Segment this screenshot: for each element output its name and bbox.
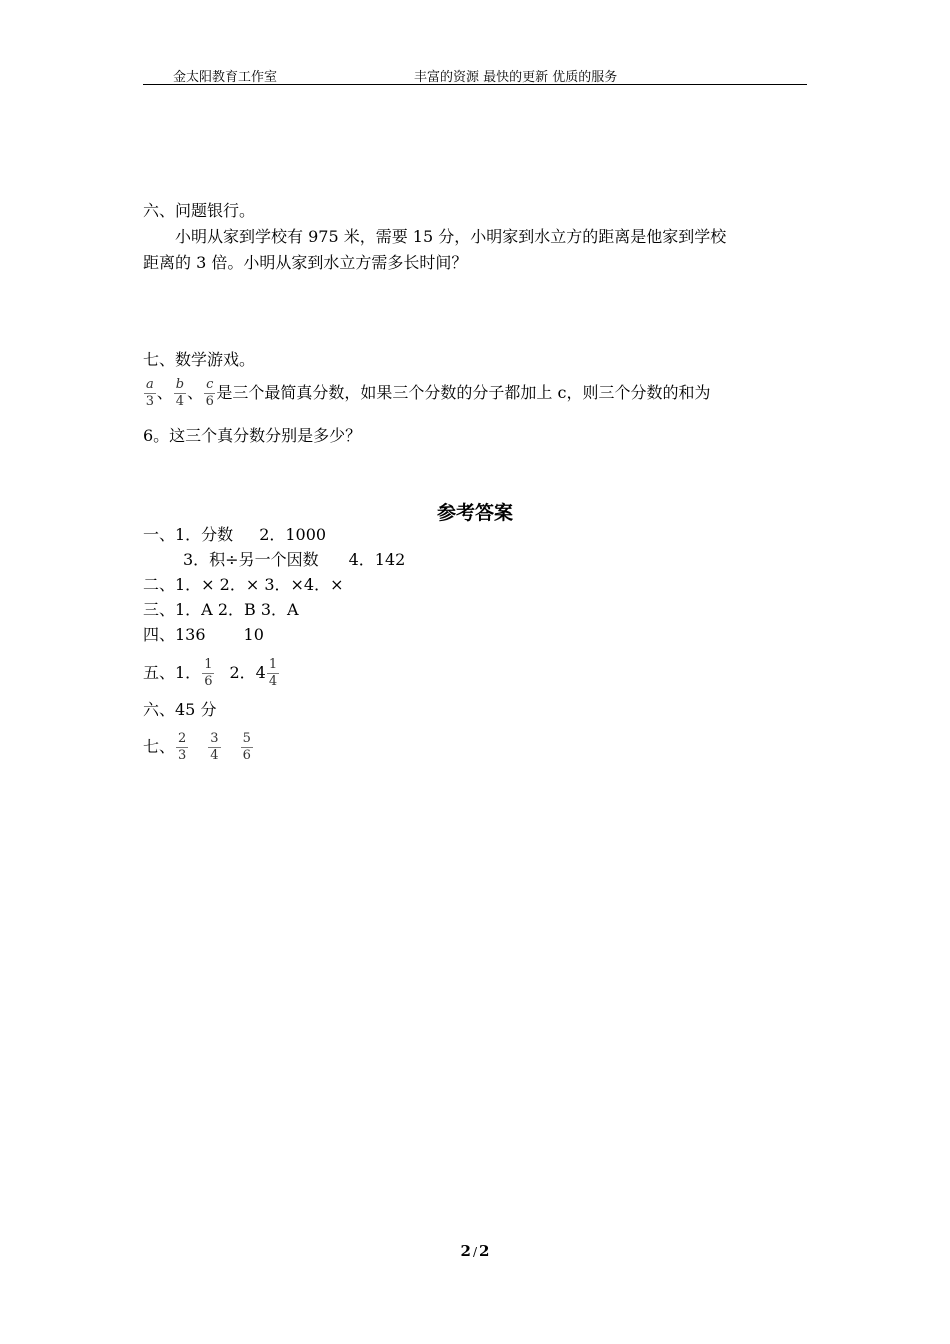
fraction-numerator: 1 xyxy=(204,657,213,672)
fraction-numerator: 5 xyxy=(242,731,251,746)
answer-1-part1: 一、1．分数 xyxy=(143,525,234,544)
q6-text-line2: 距离的 3 倍。小明从家到水立方需多长时间？ xyxy=(143,253,468,272)
list-separator: 、 xyxy=(187,383,204,402)
answer-1-part2: 2．1000 xyxy=(259,525,327,544)
fraction-numerator: 3 xyxy=(210,731,219,746)
fraction-denominator: 6 xyxy=(204,674,213,689)
fraction-2-over-3 xyxy=(176,731,188,764)
answer-4 xyxy=(143,623,264,647)
answer-4-part2: 10 xyxy=(243,625,264,644)
page-header xyxy=(143,64,807,85)
answer-1-line1 xyxy=(143,523,326,547)
q7-text-line2: 6。这三个真分数分别是多少？ xyxy=(143,426,362,445)
list-separator: 、 xyxy=(156,383,173,402)
fraction-denominator: 6 xyxy=(242,748,251,763)
fraction-denominator: 3 xyxy=(145,394,155,409)
page-separator: / xyxy=(472,1245,478,1259)
fraction-c-over-6 xyxy=(204,377,215,410)
fraction-b-over-4 xyxy=(174,377,186,410)
q6-title: 六、问题银行。 xyxy=(143,201,256,220)
total-pages: 2 xyxy=(479,1242,490,1260)
answer-4-part1: 四、136 xyxy=(143,625,206,644)
fraction-1-over-6 xyxy=(202,657,214,690)
fraction-numerator: c xyxy=(206,377,214,392)
fraction-a-over-3 xyxy=(144,377,156,410)
q6-text-line1: 小明从家到学校有 975 米，需要 15 分，小明家到水立方的距离是他家到学校 xyxy=(175,227,727,246)
fraction-denominator: 4 xyxy=(175,394,185,409)
answer-5-part2: 2．4 xyxy=(229,663,266,682)
fraction-5-over-6 xyxy=(241,731,253,764)
fraction-numerator: 1 xyxy=(268,657,278,672)
answers-title: 参考答案 xyxy=(436,502,513,524)
answer-2: 二、1．× 2．× 3．×4．× xyxy=(143,575,344,594)
answer-1-part4: 4．142 xyxy=(348,550,406,569)
page-number xyxy=(0,1242,950,1260)
fraction-numerator: a xyxy=(146,377,154,392)
answer-1-line2 xyxy=(183,548,405,572)
current-page: 2 xyxy=(460,1242,471,1260)
fraction-denominator: 6 xyxy=(205,394,214,409)
q7-text-line1 xyxy=(143,376,809,410)
answer-3: 三、1．A 2．B 3．A xyxy=(143,600,299,619)
header-studio-name: 金太阳教育工作室 xyxy=(173,70,278,85)
q7-statement: 是三个最简真分数，如果三个分数的分子都加上 c，则三个分数的和为 xyxy=(216,383,711,402)
header-slogan: 丰富的资源 最快的更新 优质的服务 xyxy=(414,70,618,85)
fraction-3-over-4 xyxy=(208,731,220,764)
answer-5 xyxy=(143,656,280,690)
answer-6: 六、45 分 xyxy=(143,700,217,719)
answer-7-prefix: 七、 xyxy=(143,737,176,756)
fraction-numerator: 2 xyxy=(178,731,187,746)
fraction-denominator: 4 xyxy=(268,674,278,689)
answer-7 xyxy=(143,730,254,764)
fraction-numerator: b xyxy=(175,377,185,392)
fraction-denominator: 4 xyxy=(210,748,219,763)
answer-1-part3: 3．积÷另一个因数 xyxy=(183,550,319,569)
fraction-denominator: 3 xyxy=(178,748,187,763)
fraction-1-over-4 xyxy=(267,657,279,690)
answer-5-prefix: 五、1． xyxy=(143,663,202,682)
q7-title: 七、数学游戏。 xyxy=(143,350,256,369)
